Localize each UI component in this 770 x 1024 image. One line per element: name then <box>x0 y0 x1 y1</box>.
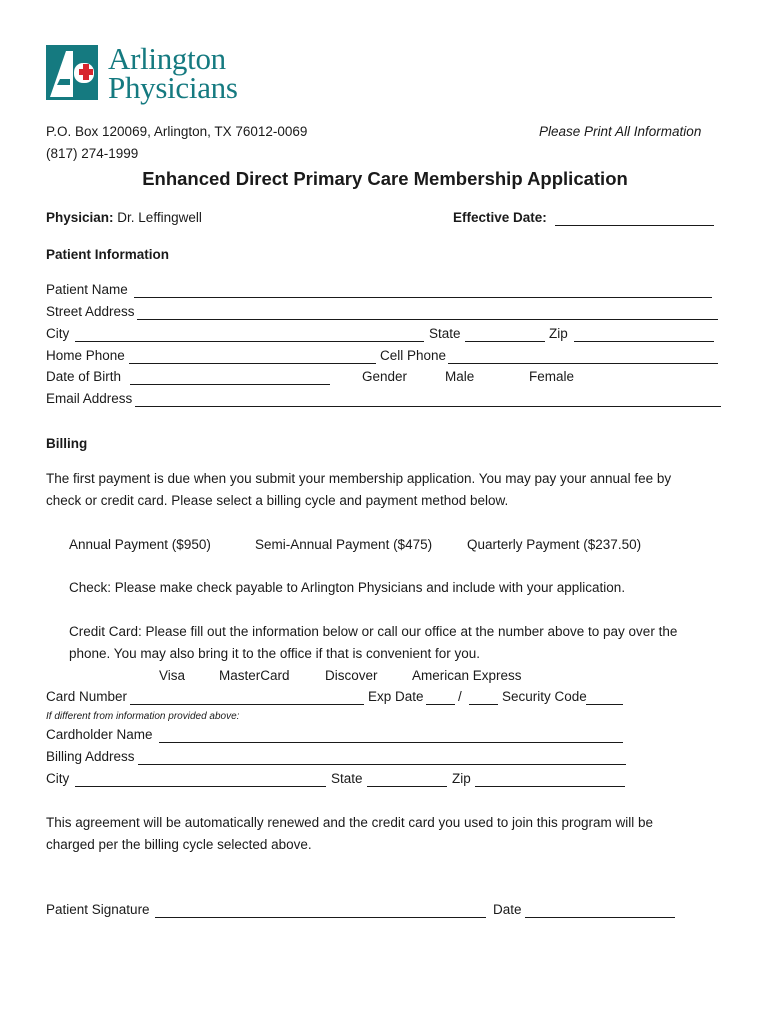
cardholder-name-field[interactable] <box>159 742 623 743</box>
effective-date-label: Effective Date: <box>453 210 547 225</box>
credit-card-option-line1[interactable]: Credit Card: Please fill out the information below or call our office at the number above to pay over the <box>69 624 678 639</box>
gender-label: Gender <box>362 369 408 384</box>
cell-phone-label: Cell Phone <box>380 348 447 363</box>
home-phone-label: Home Phone <box>46 348 125 363</box>
patient-info-heading: Patient Information <box>46 247 170 262</box>
email-label: Email Address <box>46 391 133 406</box>
physician-row <box>46 210 202 225</box>
security-code-field[interactable] <box>586 704 623 705</box>
annual-payment-option[interactable]: Annual Payment ($950) <box>69 537 211 552</box>
cell-phone-field[interactable] <box>448 363 718 364</box>
card-number-label: Card Number <box>46 689 128 704</box>
home-phone-field[interactable] <box>129 363 376 364</box>
exp-date-slash: / <box>458 689 462 704</box>
signature-date-field[interactable] <box>525 917 675 918</box>
physician-value: Dr. Leffingwell <box>117 210 202 225</box>
email-field[interactable] <box>135 406 721 407</box>
amex-option[interactable]: American Express <box>412 668 522 683</box>
page-title: Enhanced Direct Primary Care Membership Application <box>142 168 628 189</box>
visa-option[interactable]: Visa <box>159 668 186 683</box>
logo-text-arlington: Arlington <box>108 41 226 76</box>
check-payment-option[interactable]: Check: Please make check payable to Arlington Physicians and include with your application. <box>69 580 626 595</box>
patient-name-label: Patient Name <box>46 282 128 297</box>
billing-intro-line1: The first payment is due when you submit your membership application. You may pay your annual fee by <box>46 471 672 486</box>
exp-year-field[interactable] <box>469 704 498 705</box>
physician-label: Physician: <box>46 210 114 225</box>
state-field[interactable] <box>465 341 545 342</box>
city-label: City <box>46 326 70 341</box>
effective-date-field[interactable] <box>555 225 714 226</box>
signature-label: Patient Signature <box>46 902 150 917</box>
city-field[interactable] <box>75 341 424 342</box>
dob-label: Date of Birth <box>46 369 122 384</box>
street-address-label: Street Address <box>46 304 135 319</box>
agreement-line2: charged per the billing cycle selected above. <box>46 837 312 852</box>
billing-address-field[interactable] <box>138 764 626 765</box>
zip-label: Zip <box>549 326 568 341</box>
billing-zip-label: Zip <box>452 771 471 786</box>
cardholder-name-label: Cardholder Name <box>46 727 153 742</box>
arlington-physicians-logo-icon <box>46 45 98 100</box>
card-number-field[interactable] <box>130 704 364 705</box>
billing-heading: Billing <box>46 436 88 451</box>
state-label: State <box>429 326 461 341</box>
office-phone: (817) 274-1999 <box>46 146 139 161</box>
exp-month-field[interactable] <box>426 704 455 705</box>
patient-name-field[interactable] <box>134 297 712 298</box>
billing-city-field[interactable] <box>75 786 326 787</box>
discover-option[interactable]: Discover <box>325 668 378 683</box>
billing-state-label: State <box>331 771 363 786</box>
mastercard-option[interactable]: MasterCard <box>219 668 290 683</box>
exp-date-label: Exp Date <box>368 689 424 704</box>
billing-zip-field[interactable] <box>475 786 625 787</box>
street-address-field[interactable] <box>137 319 718 320</box>
billing-state-field[interactable] <box>367 786 447 787</box>
print-note: Please Print All Information <box>539 124 702 139</box>
billing-address-label: Billing Address <box>46 749 135 764</box>
credit-card-option-line2: phone. You may also bring it to the office if that is convenient for you. <box>69 646 481 661</box>
agreement-line1: This agreement will be automatically renewed and the credit card you used to join this program will be <box>46 815 654 830</box>
logo-text-physicians: Physicians <box>108 70 238 105</box>
gender-female-option[interactable]: Female <box>529 369 575 384</box>
signature-field[interactable] <box>155 917 486 918</box>
if-different-note: If different from information provided above: <box>46 711 240 722</box>
zip-field[interactable] <box>574 341 714 342</box>
gender-male-option[interactable]: Male <box>445 369 475 384</box>
semi-annual-payment-option[interactable]: Semi-Annual Payment ($475) <box>255 537 433 552</box>
security-code-label: Security Code <box>502 689 587 704</box>
signature-date-label: Date <box>493 902 522 917</box>
billing-intro-line2: check or credit card. Please select a billing cycle and payment method below. <box>46 493 509 508</box>
dob-field[interactable] <box>130 384 330 385</box>
quarterly-payment-option[interactable]: Quarterly Payment ($237.50) <box>467 537 642 552</box>
billing-city-label: City <box>46 771 70 786</box>
office-address: P.O. Box 120069, Arlington, TX 76012-0069 <box>46 124 308 139</box>
